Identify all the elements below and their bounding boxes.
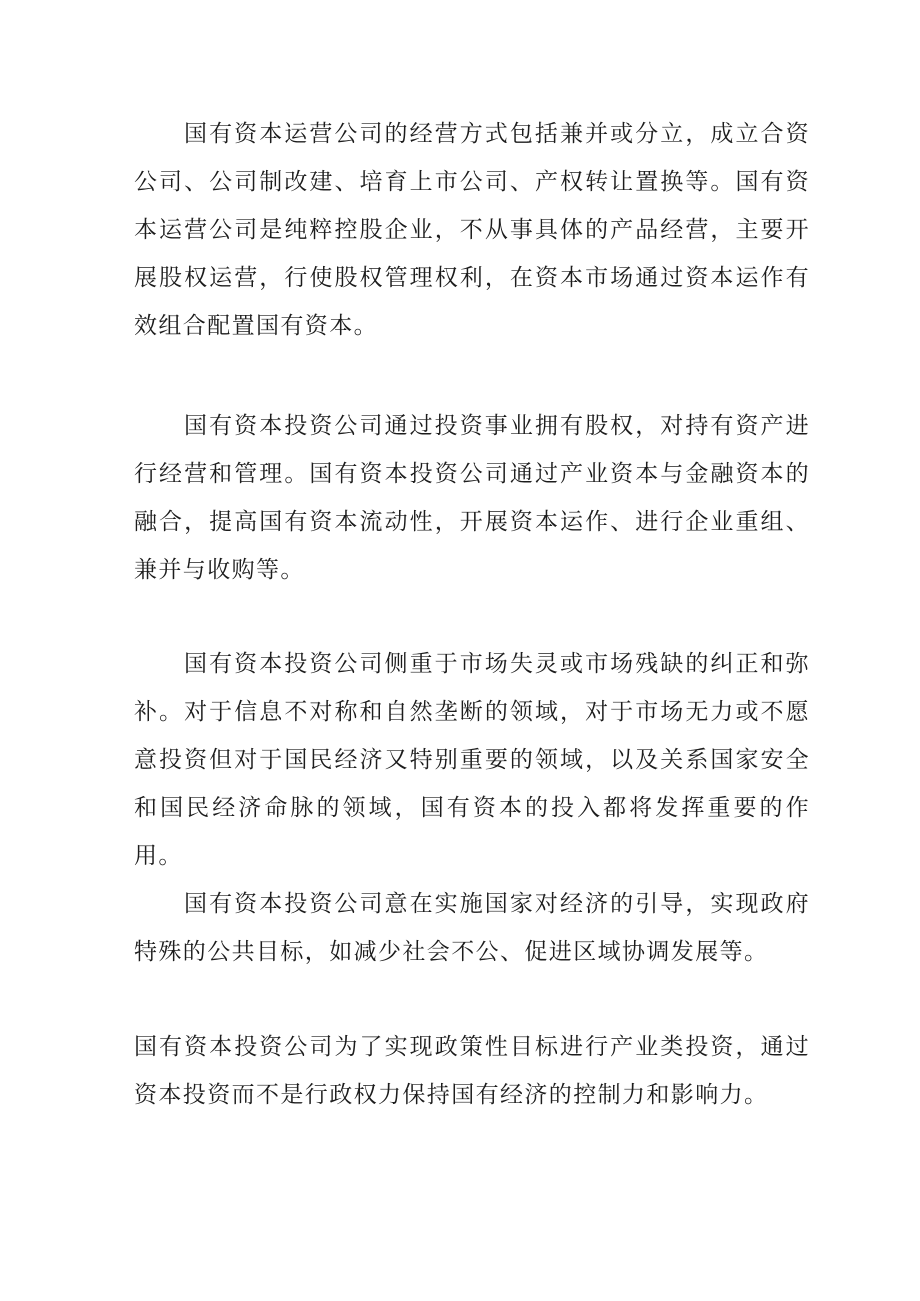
paragraph-national-economic-guidance: 国有资本投资公司意在实施国家对经济的引导，实现政府特殊的公共目标，如减少社会不公、促进区域协调发展等。: [134, 891, 810, 965]
paragraph-market-failure-correction: 国有资本投资公司侧重于市场失灵或市场残缺的纠正和弥补。对于信息不对称和自然垄断的领域，对于市场无力或不愿意投资但对于国民经济又特别重要的领域，以及关系国家安全和国民经济命脉的领域，国有资本的投入都将发挥重要的作用。: [134, 651, 810, 869]
paragraph-policy-investment: 国有资本投资公司为了实现政策性目标进行产业类投资，通过资本投资而不是行政权力保持国有经济的控制力和影响力。: [134, 1034, 810, 1108]
paragraph-capital-investment-company-equity: 国有资本投资公司通过投资事业拥有股权，对持有资产进行经营和管理。国有资本投资公司通过产业资本与金融资本的融合，提高国有资本流动性，开展资本运作、进行企业重组、兼并与收购等。: [134, 413, 810, 583]
paragraph-capital-operation-company: 国有资本运营公司的经营方式包括兼并或分立，成立合资公司、公司制改建、培育上市公司、产权转让置换等。国有资本运营公司是纯粹控股企业，不从事具体的产品经营，主要开展股权运营，行使股权管理权利，在资本市场通过资本运作有效组合配置国有资本。: [134, 121, 810, 339]
